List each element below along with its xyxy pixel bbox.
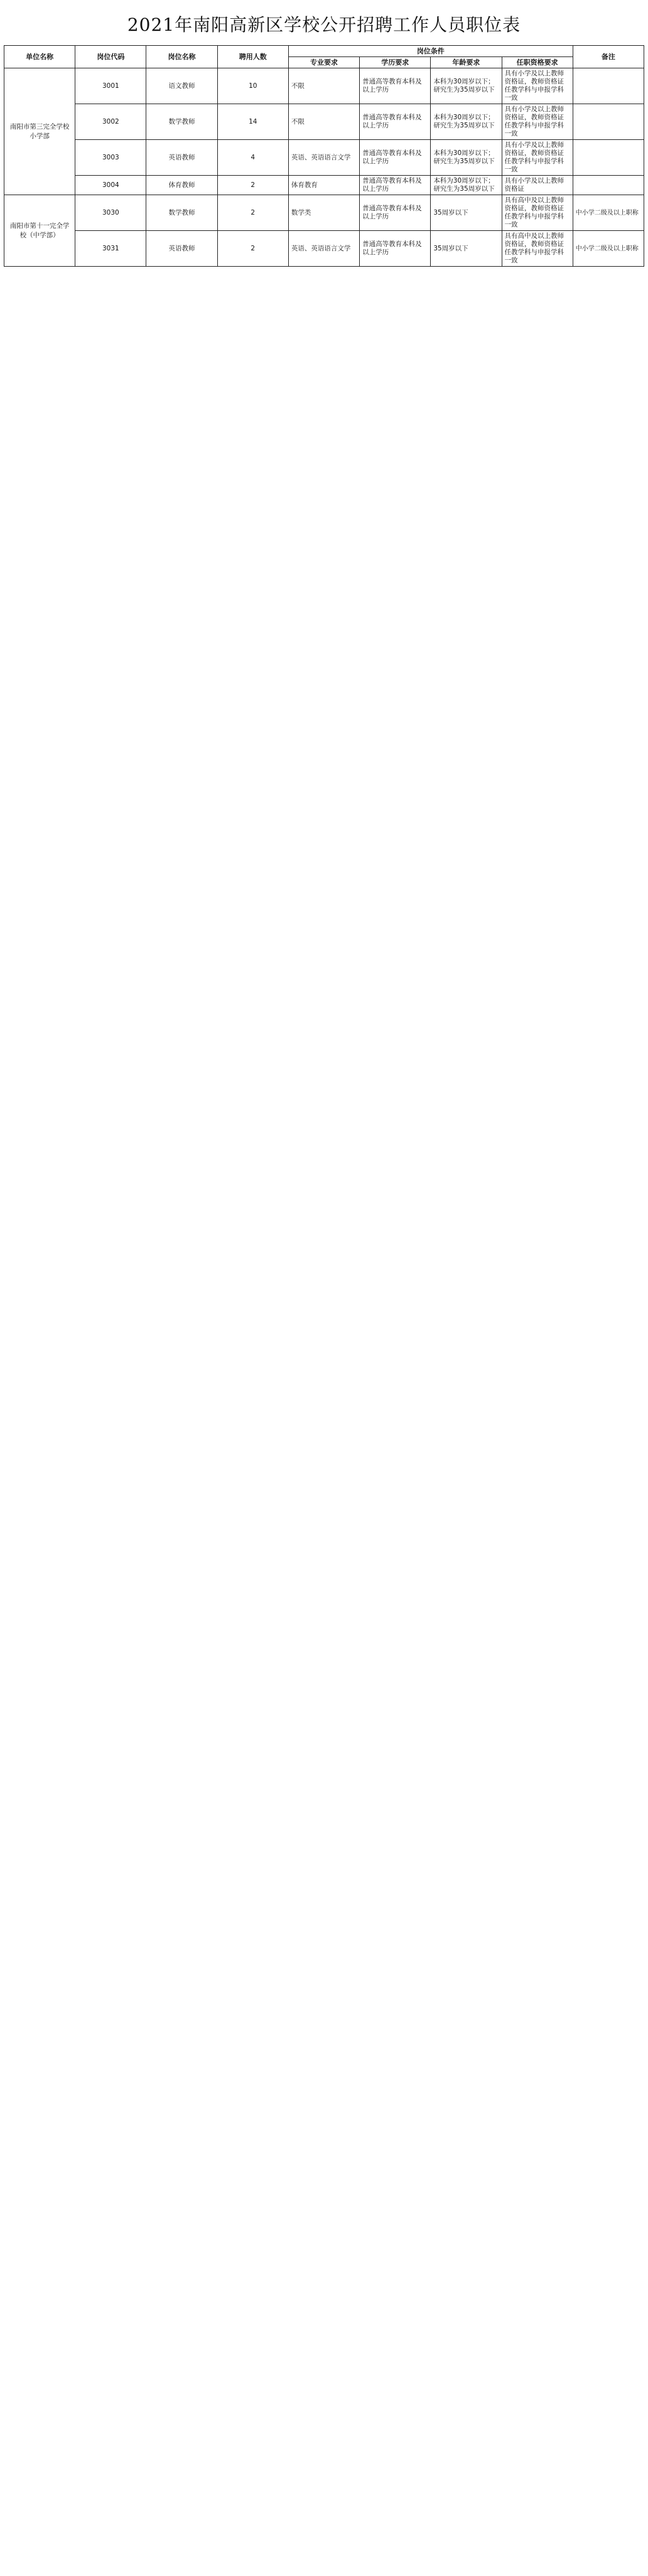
- table-row: [4, 231, 644, 267]
- qualification-cell: 具有高中及以上教师资格证，教师资格证任教学科与申报学科一致: [502, 231, 573, 267]
- qualification-cell: 具有小学及以上教师资格证，教师资格证任教学科与申报学科一致: [502, 68, 573, 104]
- education-cell: 普通高等教育本科及以上学历: [360, 231, 431, 267]
- note-cell: [573, 176, 644, 195]
- age-cell: 本科为30周岁以下；研究生为35周岁以下: [431, 68, 502, 104]
- header-major: 专业要求: [288, 57, 359, 68]
- major-cell: 数学类: [288, 195, 359, 231]
- note-cell: 中小学二级及以上职称: [573, 231, 644, 267]
- header-note: 备注: [573, 46, 644, 68]
- table-row: [4, 176, 644, 195]
- education-cell: 普通高等教育本科及以上学历: [360, 104, 431, 140]
- header-conditions: 岗位条件: [288, 46, 573, 57]
- header-count: 聘用人数: [217, 46, 288, 68]
- qualification-cell: 具有高中及以上教师资格证，教师资格证任教学科与申报学科一致: [502, 195, 573, 231]
- header-code: 岗位代码: [75, 46, 146, 68]
- major-cell: 体育教育: [288, 176, 359, 195]
- header-education: 学历要求: [360, 57, 431, 68]
- page-title: 2021年南阳高新区学校公开招聘工作人员职位表: [127, 14, 521, 35]
- major-cell: 不限: [288, 104, 359, 140]
- code-cell: 3031: [75, 231, 146, 267]
- count-cell: 2: [217, 195, 288, 231]
- major-cell: 英语、英语语言文学: [288, 140, 359, 176]
- post-cell: 数学教师: [146, 104, 217, 140]
- count-cell: 2: [217, 176, 288, 195]
- note-cell: 中小学二级及以上职称: [573, 195, 644, 231]
- unit-cell: 南阳市第十一完全学校（中学部）: [4, 195, 75, 267]
- post-cell: 数学教师: [146, 195, 217, 231]
- age-cell: 本科为30周岁以下；研究生为35周岁以下: [431, 176, 502, 195]
- note-cell: [573, 68, 644, 104]
- code-cell: 3004: [75, 176, 146, 195]
- education-cell: 普通高等教育本科及以上学历: [360, 176, 431, 195]
- major-cell: 不限: [288, 68, 359, 104]
- count-cell: 4: [217, 140, 288, 176]
- education-cell: 普通高等教育本科及以上学历: [360, 140, 431, 176]
- header-age: 年龄要求: [431, 57, 502, 68]
- unit-cell: 南阳市第三完全学校小学部: [4, 68, 75, 195]
- post-cell: 语文教师: [146, 68, 217, 104]
- count-cell: 2: [217, 231, 288, 267]
- age-cell: 本科为30周岁以下；研究生为35周岁以下: [431, 140, 502, 176]
- education-cell: 普通高等教育本科及以上学历: [360, 68, 431, 104]
- age-cell: 35周岁以下: [431, 231, 502, 267]
- age-cell: 本科为30周岁以下；研究生为35周岁以下: [431, 104, 502, 140]
- table-row: [4, 140, 644, 176]
- header-post: 岗位名称: [146, 46, 217, 68]
- count-cell: 10: [217, 68, 288, 104]
- header-qualification: 任职资格要求: [502, 57, 573, 68]
- header-unit: 单位名称: [4, 46, 75, 68]
- code-cell: 3003: [75, 140, 146, 176]
- note-cell: [573, 140, 644, 176]
- major-cell: 英语、英语语言文学: [288, 231, 359, 267]
- count-cell: 14: [217, 104, 288, 140]
- job-table: [4, 45, 644, 267]
- qualification-cell: 具有小学及以上教师资格证，教师资格证任教学科与申报学科一致: [502, 104, 573, 140]
- post-cell: 英语教师: [146, 231, 217, 267]
- note-cell: [573, 104, 644, 140]
- qualification-cell: 具有小学及以上教师资格证，教师资格证任教学科与申报学科一致: [502, 140, 573, 176]
- table-row: [4, 195, 644, 231]
- code-cell: 3001: [75, 68, 146, 104]
- qualification-cell: 具有小学及以上教师资格证: [502, 176, 573, 195]
- table-body: [4, 68, 644, 267]
- education-cell: 普通高等教育本科及以上学历: [360, 195, 431, 231]
- table-row: [4, 68, 644, 104]
- code-cell: 3002: [75, 104, 146, 140]
- post-cell: 体育教师: [146, 176, 217, 195]
- code-cell: 3030: [75, 195, 146, 231]
- age-cell: 35周岁以下: [431, 195, 502, 231]
- post-cell: 英语教师: [146, 140, 217, 176]
- table-row: [4, 104, 644, 140]
